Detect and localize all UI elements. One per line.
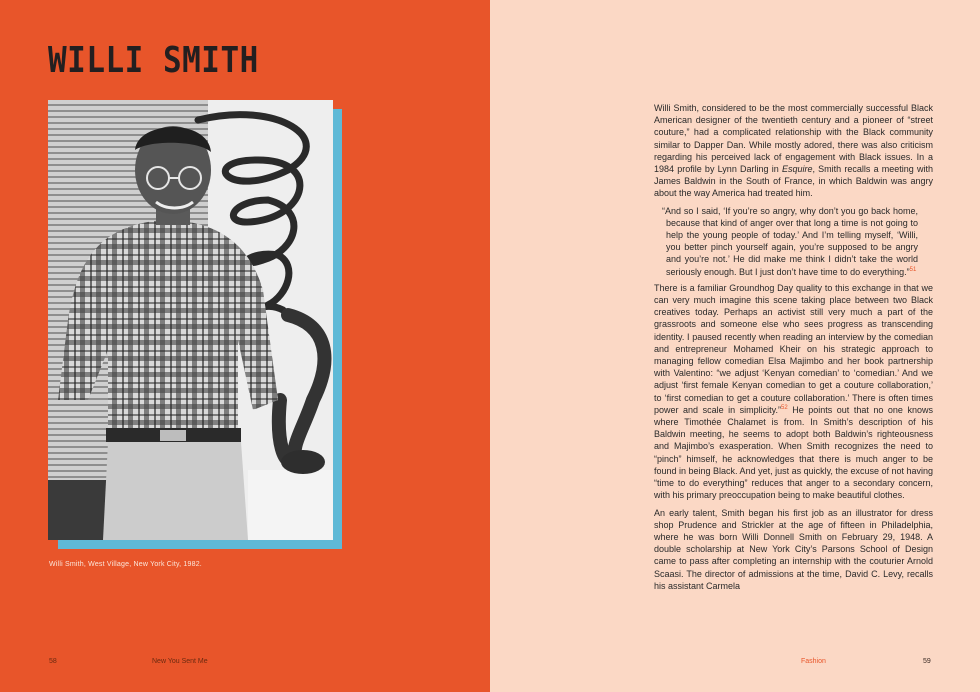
paragraph-2-part-b: He points out that no one knows where Timothée Chalamet is from. In Smith’s description of his Baldwin meeting, he seems to adopt both Baldwin’s righteousness and Majimbo’s exasperation. When Smith recognizes the need to “pinch” himself, he acknowledges that there is much anger to be found in being Black. And yet, just as quickly, the excuse of not having “time to do everything” reduces that anger to a secondary concern, with his primary preoccupation being to make beautiful clothes. bbox=[654, 404, 934, 501]
section-label: Fashion bbox=[801, 658, 826, 665]
portrait-illustration bbox=[48, 100, 333, 540]
magazine-title: Esquire bbox=[781, 164, 813, 175]
block-quote bbox=[654, 205, 933, 278]
page-title: WILLI SMITH bbox=[48, 40, 259, 82]
endnote-marker-51: 51 bbox=[909, 266, 917, 273]
paragraph-2-part-a: There is a familiar Groundhog Day quality to this exchange in that we can very much imagine this scene taking place between two Black creatives today. Perhaps an activist still very much a part of the grassroots and someone else who sees progress as transcending identity. I paused recently when reading an interview by the comedian and entrepreneur Mohamed Kheir on his strategic approach to managing fellow comedian Elsa Majimbo and her book partnership with Valentino: “we adjust ‘Kenyan comedian’ to ‘comedian.’ And we adjust ‘first female Kenyan comedian to get a couture collaboration,’ to ‘first comedian to get a couture collaboration.’ There is often times power and scale in simplicity.” bbox=[654, 282, 933, 415]
portrait-photo bbox=[48, 100, 333, 540]
paragraph-1-part-b: , Smith recalls a meeting with James Baldwin in the South of France, in which Baldwin was angry about the way America had treated him. bbox=[654, 164, 933, 199]
endnote-marker-52: 52 bbox=[781, 404, 788, 411]
page-number-right: 59 bbox=[923, 658, 931, 665]
paragraph-1 bbox=[654, 102, 933, 200]
running-head-left: New You Sent Me bbox=[152, 658, 208, 665]
paragraph-1-part-a: Willi Smith, considered to be the most commercially successful Black American designer of the twentieth century and a pioneer of “street couture,” had a complicated relationship with the Black community similar to Dapper Dan. While mostly adored, there was also criticism regarding his perceived lack of engagement with Black issues. In a 1984 profile by Lynn Darling in bbox=[654, 103, 933, 175]
photo-caption: Willi Smith, West Village, New York City, 1982. bbox=[49, 561, 202, 568]
page-number-left: 58 bbox=[49, 658, 57, 665]
quote-text: “And so I said, ‘If you’re so angry, why don’t you go back home, because that kind of anger over that long a time is not going to help the young people of today.’ And I’m telling myself, ‘Willi, you better pinch yourself again, you’re supposed to be angry and you’re not.’ He did make me think I didn’t take the world seriously enough. But I just don’t have time to do everything.” bbox=[662, 205, 918, 277]
article-body bbox=[654, 102, 933, 597]
paragraph-2 bbox=[654, 282, 933, 502]
paragraph-3: An early talent, Smith began his first job as an illustrator for dress shop Prudence and Strickler at the age of fifteen in Philadelphia, where he was born Willi Donnell Smith on February 29, 1948. A double scholarship at New York City’s Parsons School of Design came to pass after completing an internship with the couturier Arnold Scaasi. The director of admissions at the time, David C. Levy, recalls his assistant Carmela bbox=[654, 507, 933, 591]
